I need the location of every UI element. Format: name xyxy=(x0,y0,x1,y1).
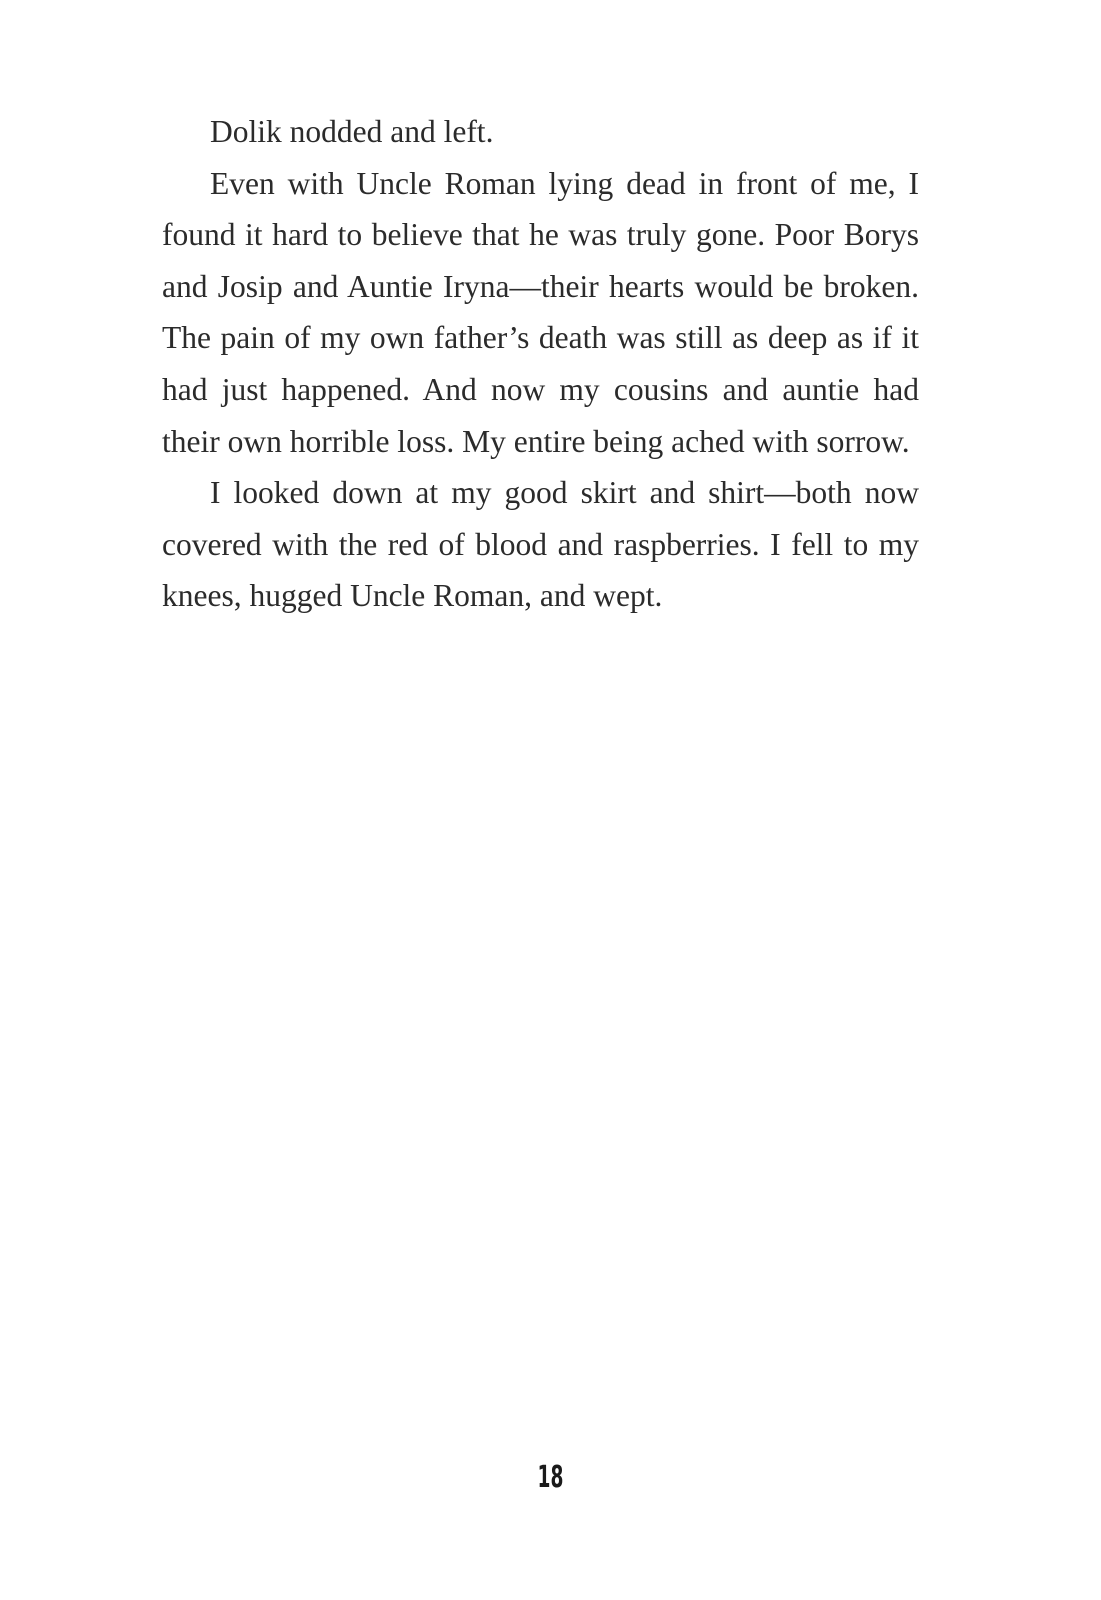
page-number: 18 xyxy=(537,1460,564,1495)
paragraph-2: Even with Uncle Roman lying dead in front of me, I found it hard to believe that he was truly gone. Poor Borys and Josip and Auntie Iryna—their hearts would be broken. The pain of my own father’s death was still as deep as if it had just happened. And now my cousins and auntie had their own horrible loss. My entire being ached with sorrow. xyxy=(162,165,919,459)
paragraph-3: I looked down at my good skirt and shirt—both now covered with the red of blood and raspberries. I fell to my knees, hugged Uncle Roman, and wept. xyxy=(162,475,919,614)
paragraph-1: Dolik nodded and left. xyxy=(210,114,494,149)
body-text xyxy=(162,106,919,622)
